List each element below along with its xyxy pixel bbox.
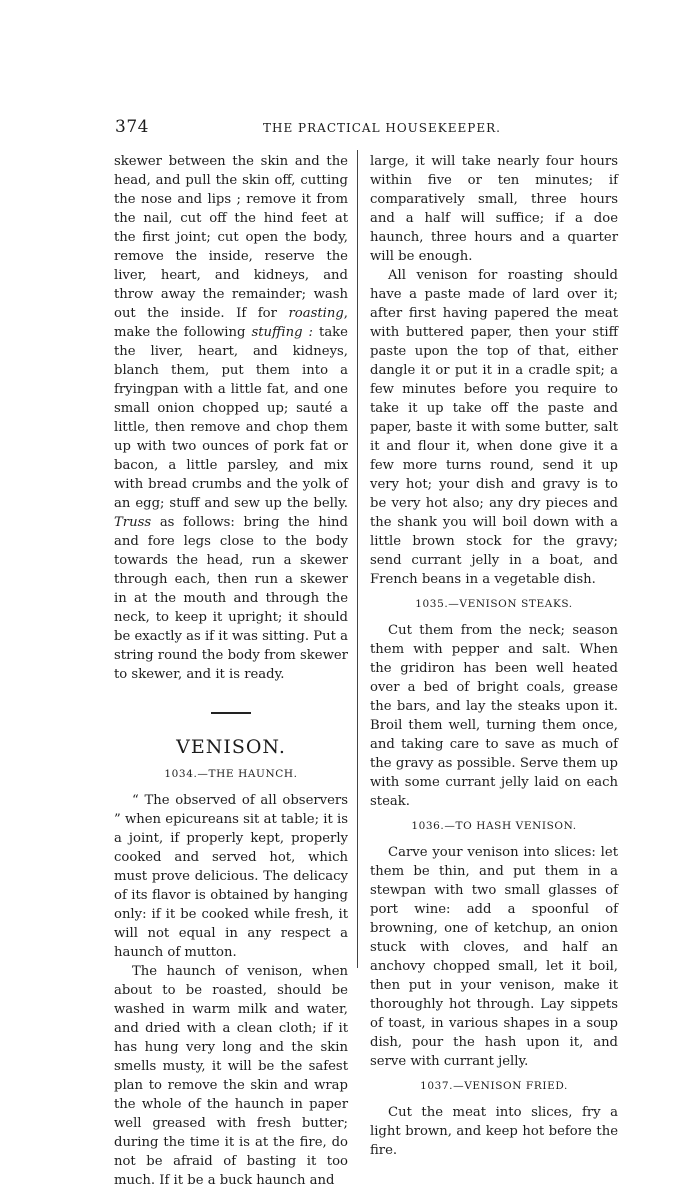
recipe-1034-paragraph-2: The haunch of venison, when about to be roasted, should be washed in warm milk and water, and dried with a clean cloth; if it has hung very long and the skin smells musty, it will be the safest plan to remove the skin and wrap the whole of the haunch in paper well greased with fresh butter; during the time it is at the fire, do not be afraid of basting it too much. If it be a buck haunch and [114,964,348,1188]
recipe-1035-heading: 1035.—VENISON STEAKS. [415,598,573,610]
section-title: VENISON. [176,736,286,758]
left-column [114,152,348,1190]
roasting-paragraph: All venison for roasting should have a paste made of lard over it; after first having papered the meat with buttered paper, then your stiff paste upon the top of that, either dangle it or put it in a cradle spit; a few minutes before you require to take it up take off the paste and paper, baste it with some butter, salt it and flour it, when done give it a few more turns round, send it up very hot; your dish and gravy is to be very hot also; any dry pieces and the shank you will boil down with a little brown stock for the gravy; send currant jelly in a boat, and French beans in a vegetable dish. [370,268,618,587]
recipe-1037-heading: 1037.—VENISON FRIED. [420,1080,568,1092]
recipe-1034-heading: 1034.—THE HAUNCH. [164,768,298,780]
recipe-1035-body: Cut them from the neck; season them with pepper and salt. When the gridiron has been well heated over a bed of bright coals, grease the bars, and lay the steaks upon it. Broil them well, turning them once, and taking care to save as much of the gravy as possible. Serve them up with some currant jelly laid on each steak. [370,623,618,809]
page-header [115,117,619,139]
italic-roasting: roasting [288,306,344,321]
column-divider [357,150,358,968]
recipe-1036-heading: 1036.—TO HASH VENISON. [411,820,577,832]
section-divider [211,712,251,714]
recipe-1037-body: Cut the meat into slices, fry a light brown, and keep hot before the fire. [370,1105,618,1158]
right-column [370,152,618,1160]
recipe-1036-body: Carve your venison into slices: let them be thin, and put them in a stewpan with two small glasses of port wine: add a spoonful of browning, one of ketchup, an onion stuck with cloves, and half an anchovy chopped small, let it boil, then put in your venison, make it thoroughly hot through. Lay sippets of toast, in various shapes in a soup dish, pour the hash upon it, and serve with currant jelly. [370,845,618,1069]
italic-stuffing: stuffing : [251,325,313,340]
running-title: THE PRACTICAL HOUSEKEEPER. [263,121,501,135]
italic-truss: Truss [114,515,152,530]
intro-paragraph: skewer between the skin and the head, and pull the skin off, cutting the nose and lips ; remove it from the nail, cut off the hind feet at the first joint; cut open the body, remove the inside, reserve the liver, heart, and kidneys, and throw away the remainder; wash out the inside. If for roasting, make the following stuffing : take the liver, heart, and kidneys, blanch them, put them into a fryingpan with a little fat, and one small onion chopped up; sauté a little, then remove and chop them up with two ounces of pork fat or bacon, a little parsley, and mix with bread crumbs and the yolk of an egg; stuff and sew up the belly. Truss as follows: bring the hind and fore legs close to the body towards the head, run a skewer through each, then run a skewer in at the mouth and through the neck, to keep it upright; it should be exactly as if it was sitting. Put a string round the body from skewer to skewer, and it is ready. [114,154,348,682]
haunch-continuation: large, it will take nearly four hours within five or ten minutes; if comparatively small, three hours and a half will suffice; if a doe haunch, three hours and a quarter will be enough. [370,154,618,264]
page-number: 374 [115,117,149,137]
recipe-1034-paragraph-1: “ The observed of all observers ” when epicureans sit at table; it is a joint, if properly kept, properly cooked and served hot, which must prove delicious. The delicacy of its flavor is obtained by hanging only: if it be cooked while fresh, it will not equal in any respect a haunch of mutton. [114,793,348,960]
